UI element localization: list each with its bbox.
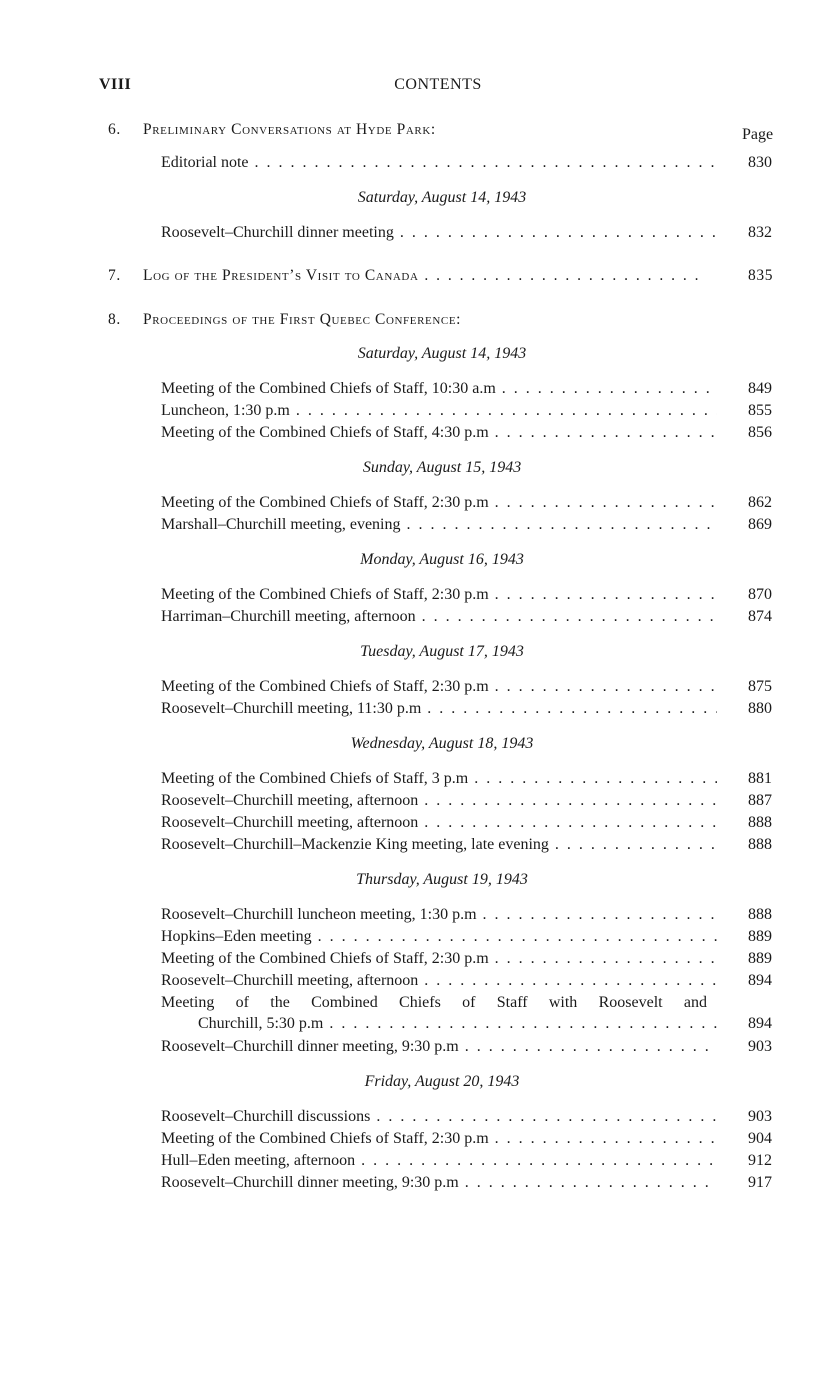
section-heading-6 — [0, 118, 824, 142]
toc-entry[interactable] — [0, 152, 824, 174]
toc-entry[interactable] — [0, 834, 824, 856]
entry-title: Meeting of the Combined Chiefs of Staff, 2:30 p.m . . . — [161, 676, 717, 698]
entry-title: Luncheon, 1:30 p.m . . . — [161, 400, 717, 422]
toc-entry[interactable] — [0, 378, 824, 400]
entry-page: 903 — [748, 1038, 772, 1055]
entry-title: Hull–Eden meeting, afternoon . . . — [161, 1150, 717, 1172]
entry-title: Marshall–Churchill meeting, evening . . . — [161, 514, 717, 536]
date-heading: Friday, August 20, 1943 — [364, 1073, 520, 1090]
section-number: 6. — [108, 121, 121, 138]
section-heading-7[interactable] — [0, 264, 824, 288]
entry-title: Meeting of the Combined Chiefs of Staff, 4:30 p.m . . . — [161, 422, 717, 444]
toc-entry[interactable] — [0, 422, 824, 444]
entry-page: 888 — [748, 836, 772, 853]
entry-title: Harriman–Churchill meeting, afternoon . . . — [161, 606, 717, 628]
entry-title: Roosevelt–Churchill discussions . . . — [161, 1106, 717, 1128]
toc-entry[interactable] — [0, 948, 824, 970]
entry-page: 889 — [748, 928, 772, 945]
toc-entry[interactable] — [0, 1106, 824, 1128]
contents-list — [0, 118, 824, 1194]
date-heading: Thursday, August 19, 1943 — [356, 871, 528, 888]
section-title: Log of the President’s Visit to Canada . . . — [143, 264, 704, 288]
entry-title: Roosevelt–Churchill luncheon meeting, 1:30 p.m . . . — [161, 904, 717, 926]
entry-page: 855 — [748, 402, 772, 419]
entry-title: Meeting of the Combined Chiefs of Staff, 2:30 p.m . . . — [161, 492, 717, 514]
entry-page: 889 — [748, 950, 772, 967]
entry-title: Roosevelt–Churchill meeting, afternoon . . . — [161, 812, 717, 834]
entry-title: Roosevelt–Churchill dinner meeting, 9:30 p.m . . . — [161, 1172, 717, 1194]
toc-entry[interactable] — [0, 400, 824, 422]
toc-entry[interactable] — [0, 606, 824, 628]
section-title: Proceedings of the First Quebec Conference: — [143, 311, 462, 328]
entry-title: Meeting of the Combined Chiefs of Staff, 2:30 p.m . . . — [161, 948, 717, 970]
entry-title: Meeting of the Combined Chiefs of Staff, 2:30 p.m . . . — [161, 584, 717, 606]
toc-entry[interactable] — [0, 514, 824, 536]
date-heading: Monday, August 16, 1943 — [360, 551, 524, 568]
date-heading: Saturday, August 14, 1943 — [357, 189, 527, 206]
toc-entry[interactable] — [0, 1036, 824, 1058]
toc-entry[interactable] — [0, 676, 824, 698]
running-title: CONTENTS — [394, 76, 482, 93]
toc-entry[interactable] — [0, 698, 824, 720]
toc-entry[interactable] — [0, 1128, 824, 1150]
section-title: Preliminary Conversations at Hyde Park: — [143, 121, 436, 138]
toc-entry[interactable] — [0, 970, 824, 992]
entry-page: 888 — [748, 814, 772, 831]
toc-entry-two-line[interactable] — [0, 992, 824, 1036]
date-heading: Sunday, August 15, 1943 — [362, 459, 522, 476]
entry-page: 912 — [748, 1152, 772, 1169]
entry-page: 880 — [748, 700, 772, 717]
entry-title: Meeting of the Combined Chiefs of Staff, 2:30 p.m . . . — [161, 1128, 717, 1150]
entry-page: 862 — [748, 494, 772, 511]
entry-page: 832 — [748, 224, 772, 241]
toc-entry[interactable] — [0, 812, 824, 834]
page-column-label: Page — [742, 126, 774, 143]
toc-entry[interactable] — [0, 1172, 824, 1194]
entry-page: 887 — [748, 792, 772, 809]
entry-page: 894 — [748, 1015, 772, 1032]
entry-title: Meeting of the Combined Chiefs of Staff, 10:30 a.m . . . — [161, 378, 717, 400]
entry-title: Hopkins–Eden meeting . . . — [161, 926, 717, 948]
entry-title: Roosevelt–Churchill meeting, 11:30 p.m . . . — [161, 698, 717, 720]
entry-page: 917 — [748, 1174, 772, 1191]
toc-entry[interactable] — [0, 904, 824, 926]
entry-page: 904 — [748, 1130, 772, 1147]
entry-page: 830 — [748, 154, 772, 171]
entry-title: Roosevelt–Churchill–Mackenzie King meeting, late evening . . . — [161, 834, 717, 856]
entry-page: 869 — [748, 516, 772, 533]
date-heading: Wednesday, August 18, 1943 — [350, 735, 534, 752]
entry-title-line2: Churchill, 5:30 p.m . . . — [198, 1013, 717, 1034]
entry-page: 881 — [748, 770, 772, 787]
entry-page: 849 — [748, 380, 772, 397]
entry-page: 894 — [748, 972, 772, 989]
entry-title-line1: Meeting of the Combined Chiefs of Staff with Roosevelt and — [161, 994, 707, 1011]
entry-page: 874 — [748, 608, 772, 625]
entry-page: 856 — [748, 424, 772, 441]
entry-page: 875 — [748, 678, 772, 695]
entry-title: Roosevelt–Churchill meeting, afternoon . . . — [161, 970, 717, 992]
date-heading: Tuesday, August 17, 1943 — [360, 643, 524, 660]
entry-title: Roosevelt–Churchill meeting, afternoon . . . — [161, 790, 717, 812]
toc-entry[interactable] — [0, 768, 824, 790]
entry-title: Editorial note . . . — [161, 152, 717, 174]
entry-page: 870 — [748, 586, 772, 603]
toc-entry[interactable] — [0, 790, 824, 812]
toc-entry[interactable] — [0, 222, 824, 244]
entry-title: Roosevelt–Churchill dinner meeting, 9:30 p.m . . . — [161, 1036, 717, 1058]
section-number: 8. — [108, 311, 121, 328]
date-heading: Saturday, August 14, 1943 — [357, 345, 527, 362]
entry-page: 903 — [748, 1108, 772, 1125]
toc-entry[interactable] — [0, 926, 824, 948]
section-number: 7. — [108, 267, 121, 284]
section-heading-8 — [0, 308, 824, 332]
toc-entry[interactable] — [0, 584, 824, 606]
toc-entry[interactable] — [0, 492, 824, 514]
entry-title: Roosevelt–Churchill dinner meeting . . . — [161, 222, 717, 244]
running-page-number: VIII — [99, 76, 132, 93]
entry-page: 888 — [748, 906, 772, 923]
entry-title: Meeting of the Combined Chiefs of Staff, 3 p.m . . . — [161, 768, 717, 790]
entry-page: 835 — [748, 267, 774, 284]
toc-entry[interactable] — [0, 1150, 824, 1172]
